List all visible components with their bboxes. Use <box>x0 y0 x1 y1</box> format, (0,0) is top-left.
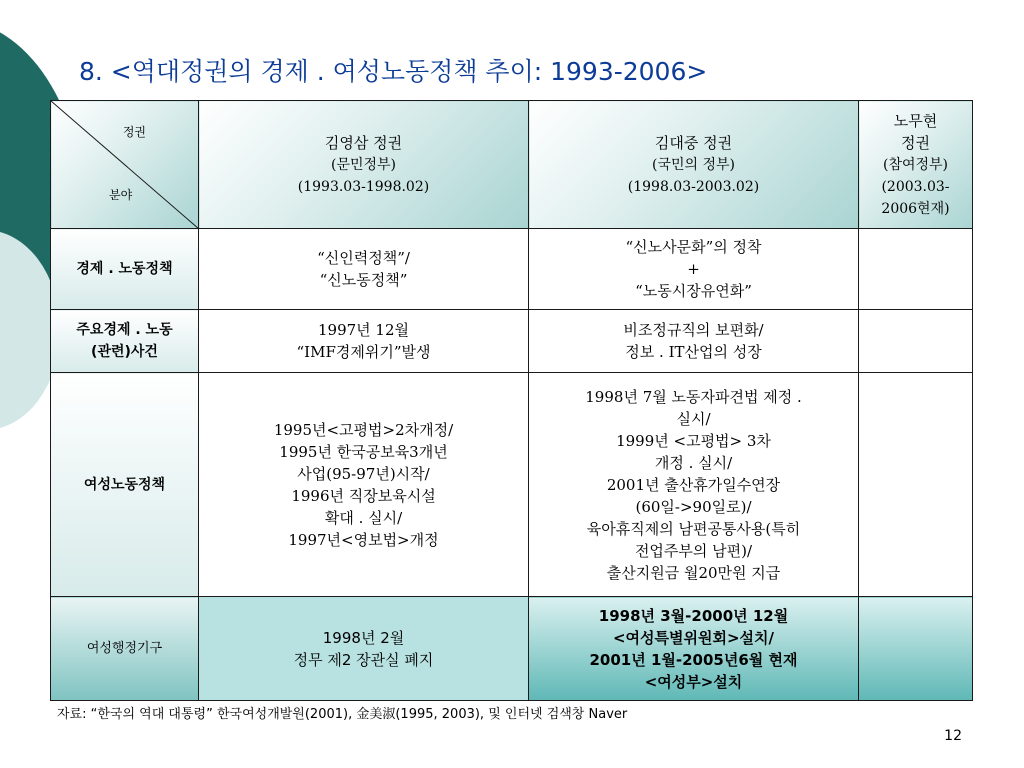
cell-economy-dj <box>529 229 859 310</box>
cell-line: “IMF경제위기”발생 <box>296 343 431 361</box>
policy-table <box>50 100 973 701</box>
cell-women-agency-ys <box>199 597 529 701</box>
row-label-economy: 경제 . 노동정책 <box>51 229 199 310</box>
cell-line: <여성특별위원회>설치/ <box>612 628 775 647</box>
cell-line: 1998년 7월 노동자파견법 제정 . <box>585 387 802 406</box>
cell-line: “노동시장유연화” <box>635 282 752 300</box>
header-kim-youngsam <box>199 101 529 229</box>
regime-period: (1998.03-2003.02) <box>627 178 760 195</box>
cell-line: 1997년<영보법>개정 <box>288 530 439 549</box>
cell-line: 출산지원금 월20만원 지급 <box>606 563 781 582</box>
corner-label-field: 분야 <box>109 188 133 202</box>
regime-name-line-2: 정권 <box>901 133 930 152</box>
regime-period-line-2: 2006현재) <box>881 200 950 217</box>
cell-line: 실시/ <box>676 409 711 428</box>
regime-period-line-1: (2003.03- <box>881 178 950 195</box>
row-major-events <box>51 310 973 373</box>
row-label-line: (관련)사건 <box>91 344 158 360</box>
cell-events-ys <box>199 310 529 373</box>
corner-label-regime: 정권 <box>122 125 146 139</box>
regime-alias: (참여정부) <box>882 156 949 173</box>
regime-period: (1993.03-1998.02) <box>297 178 430 195</box>
regime-name: 김영삼 정권 <box>324 133 403 152</box>
cell-line: 1997년 12월 <box>317 321 409 339</box>
cell-line: 정무 제2 장관실 폐지 <box>293 650 434 669</box>
cell-women-agency-roh <box>859 597 973 701</box>
header-roh-moohyun <box>859 101 973 229</box>
cell-line: 1995년<고평법>2차개정/ <box>273 420 454 439</box>
cell-line: 비조정규직의 보편화/ <box>623 321 764 339</box>
cell-line: 전업주부의 남편)/ <box>634 541 753 560</box>
cell-line: 개정 . 실시/ <box>654 453 733 472</box>
row-label-events <box>51 310 199 373</box>
table-header-row <box>51 101 973 229</box>
cell-women-agency-dj <box>529 597 859 701</box>
regime-name: 김대중 정권 <box>654 133 733 152</box>
cell-line: “신노사문화”의 정착 <box>625 238 762 256</box>
cell-line: 확대 . 실시/ <box>324 508 403 527</box>
header-kim-daejung <box>529 101 859 229</box>
cell-line: 1998년 2월 <box>322 628 405 647</box>
cell-line: 1998년 3월-2000년 12월 <box>598 606 789 625</box>
cell-line: “신노동정책” <box>319 271 408 289</box>
cell-economy-roh <box>859 229 973 310</box>
slide-title: 8. <역대정권의 경제 . 여성노동정책 추이: 1993-2006> <box>79 57 708 86</box>
cell-line: 사업(95-97년)시작/ <box>297 464 430 483</box>
cell-line: 1995년 한국공보육3개년 <box>279 442 448 461</box>
cell-women-policy-dj <box>529 373 859 597</box>
row-women-labor-policy <box>51 373 973 597</box>
row-label-women-policy: 여성노동정책 <box>51 373 199 597</box>
cell-line: 1999년 <고평법> 3차 <box>616 431 771 450</box>
cell-line: + <box>687 260 700 278</box>
cell-economy-ys <box>199 229 529 310</box>
cell-line: (60일->90일로)/ <box>635 497 752 516</box>
source-note: 자료: “한국의 역대 대통령” 한국여성개발원(2001), 金美淑(1995, 2003), 및 인터넷 검색창 Naver <box>57 707 628 722</box>
regime-alias: (문민정부) <box>330 156 397 173</box>
cell-women-policy-ys <box>199 373 529 597</box>
cell-line: <여성부>설치 <box>644 672 743 691</box>
cell-women-policy-roh <box>859 373 973 597</box>
cell-line: 육아휴직제의 남편공통사용(특히 <box>586 519 801 538</box>
corner-header-cell <box>51 101 199 229</box>
regime-name-line-1: 노무현 <box>893 111 938 130</box>
page-number: 12 <box>944 728 962 744</box>
cell-line: 1996년 직장보육시설 <box>291 486 436 505</box>
row-label-women-agency: 여성행정기구 <box>51 597 199 701</box>
cell-line: “신인력정책”/ <box>317 249 410 267</box>
cell-line: 정보 . IT산업의 성장 <box>625 343 762 361</box>
row-label-line: 주요경제 . 노동 <box>76 322 173 338</box>
cell-line: 2001년 1월-2005년6월 현재 <box>589 650 798 669</box>
row-women-agency <box>51 597 973 701</box>
cell-line: 2001년 출산휴가일수연장 <box>606 475 781 494</box>
cell-events-roh <box>859 310 973 373</box>
cell-events-dj <box>529 310 859 373</box>
row-economy-policy <box>51 229 973 310</box>
regime-alias: (국민의 정부) <box>652 156 735 173</box>
